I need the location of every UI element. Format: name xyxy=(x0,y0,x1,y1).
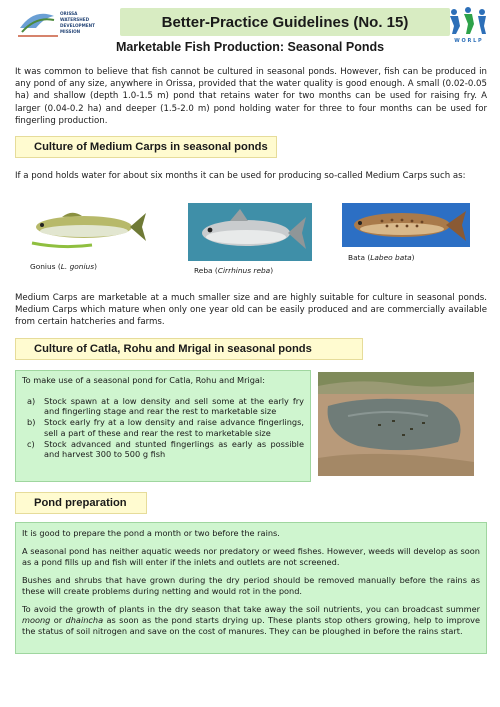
guideline-banner xyxy=(120,8,450,36)
list-item: b) Stock early fry at a low density and raise advance fingerlings, sell a part of these and rear the rest to marketable size xyxy=(27,417,304,438)
prep-paragraph-3: Bushes and shrubs that have grown during the dry period should be removed manually before the rains as these will create problems during netting and would rot in the pond. xyxy=(22,575,480,596)
seasonal-pond-photo xyxy=(318,372,474,476)
page-header xyxy=(8,6,492,44)
medium-carps-intro: If a pond holds water for about six months it can be used for producing so-called Medium Carps such as: xyxy=(15,171,466,181)
medium-carps-details: Medium Carps are marketable at a much smaller size and are highly suitable for culture in seasonal ponds. Medium Carps which mature when only one year old can be easily produced and are commercially available from certain hatcheries and farms. xyxy=(15,293,487,328)
bata-fish-photo xyxy=(342,203,470,247)
section-heading-medium-carps: Culture of Medium Carps in seasonal ponds xyxy=(15,136,277,158)
svg-text:DEVELOPMENT: DEVELOPMENT xyxy=(60,23,95,28)
gonius-caption: Gonius (L. gonius) xyxy=(30,262,97,271)
prep-paragraph-4: To avoid the growth of plants in the dry season that take away the soil nutrients, you can broadcast summer moong or dhaincha as soon as the pond starts drying up. These plants stop others growing, help to improve the status of soil nitrogen and save on the cost of manures. They can be ploughed in before the rains start. xyxy=(22,604,480,636)
reba-caption: Reba (Cirrhinus reba) xyxy=(194,266,274,275)
banner-title: Better-Practice Guidelines (No. 15) xyxy=(161,13,409,31)
list-item: c) Stock advanced and stunted fingerlings as early as possible and harvest 300 to 500 g fish xyxy=(27,438,304,460)
list-item: a) Stock spawn at a low density and sell some at the early fry and fingerling stage and rear the rest to marketable size xyxy=(27,396,304,417)
catla-steps-box xyxy=(15,370,311,482)
section-heading-catla-rohu-mrigal: Culture of Catla, Rohu and Mrigal in seasonal ponds xyxy=(15,338,363,360)
svg-text:ORISSA: ORISSA xyxy=(60,11,78,16)
svg-text:MISSION: MISSION xyxy=(60,29,81,34)
intro-paragraph: It was common to believe that fish cannot be cultured in seasonal ponds. However, fish can be produced in any pond of any size, anywhere in Orissa, provided that the water quality is good enough. A small (0.02-0.05 ha) and shallow (depth 1.0-1.5 m) pond that retains water for two months can be used for raising fry. A larger (0.04-0.2 ha) and deeper (1.5-2.0 m) pond holding water for three to four months can be used for fingerling production. xyxy=(15,67,487,126)
page-title: Marketable Fish Production: Seasonal Ponds xyxy=(115,40,385,54)
svg-text:WATERSHED: WATERSHED xyxy=(60,17,90,22)
catla-steps-lead: To make use of a seasonal pond for Catla, Rohu and Mrigal: xyxy=(22,375,265,385)
pond-preparation-box xyxy=(15,522,487,654)
worlp-logo-icon xyxy=(446,6,490,44)
section-heading-pond-preparation: Pond preparation xyxy=(15,492,147,514)
prep-paragraph-1: It is good to prepare the pond a month or two before the rains. xyxy=(22,528,280,538)
bata-caption: Bata (Labeo bata) xyxy=(348,253,415,262)
prep-paragraph-2: A seasonal pond has neither aquatic weeds nor predatory or weed fishes. However, weeds will develop as soon as a pond fills up and fish will enter if the inlets and outlets are not screened. xyxy=(22,546,480,567)
svg-text:W O R L P: W O R L P xyxy=(454,38,482,44)
catla-steps-list xyxy=(22,396,304,459)
gonius-fish-photo xyxy=(22,203,150,251)
reba-fish-photo xyxy=(188,203,312,261)
owdm-logo-icon xyxy=(14,6,114,40)
